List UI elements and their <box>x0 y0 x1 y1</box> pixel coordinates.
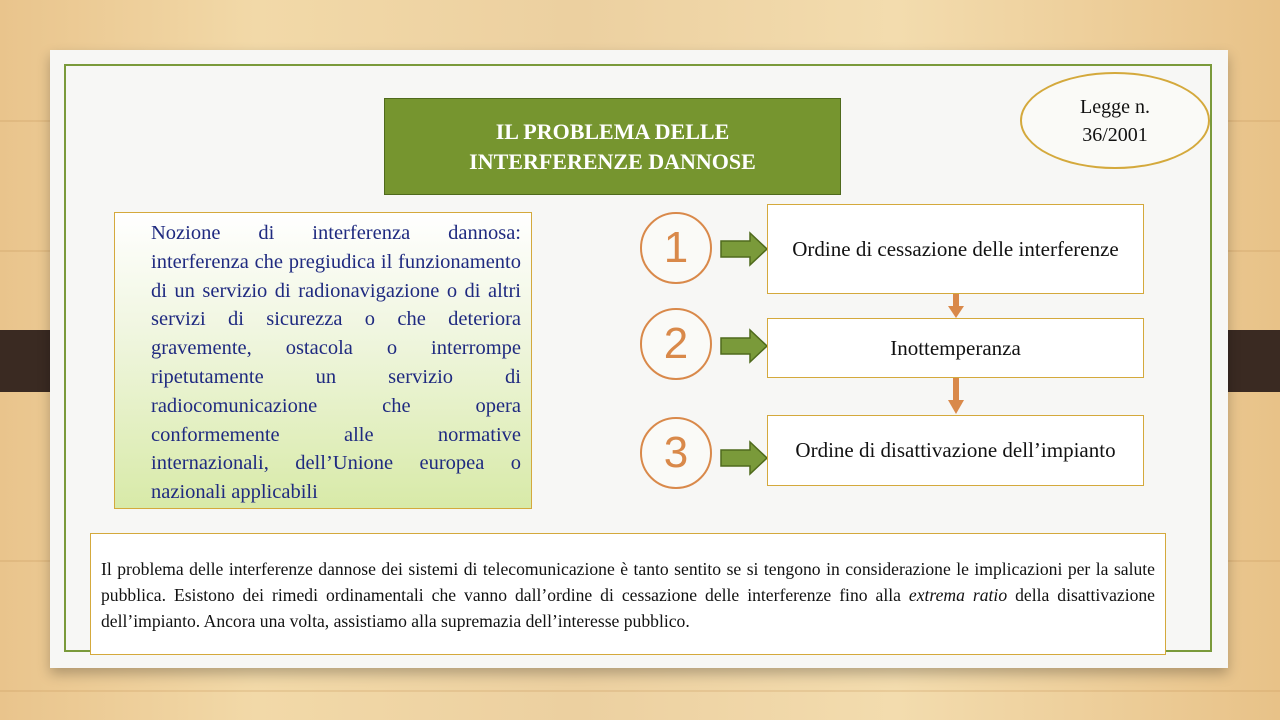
step-2-label: Inottemperanza <box>890 335 1021 360</box>
title-line-1: IL PROBLEMA DELLE <box>495 118 730 144</box>
definition-box <box>114 212 532 509</box>
summary-part-2: della disattivazione dell’impianto. Ancora una volta, assistiamo alla supremazia dell’interesse pubblico. <box>101 585 1155 631</box>
step-1-box <box>767 204 1144 294</box>
law-reference-oval <box>1020 72 1210 169</box>
step-2-number: 2 <box>663 319 689 368</box>
summary-part-1: Il problema delle interferenze dannose dei sistemi di telecomunicazione è tanto sentito se si tengono in considerazione le implicazioni per la salute pubblica. Esistono dei rimedi ordinamentali che vanno dall’ordine di cessazione delle interferenze fino alla <box>101 559 1155 605</box>
summary-text <box>101 556 1155 634</box>
step-3-label: Ordine di disattivazione dell’impianto <box>795 438 1116 462</box>
step-2-arrow-icon <box>720 328 768 364</box>
step-3-number: 3 <box>663 428 689 477</box>
down-arrow-icon-1 <box>948 294 964 318</box>
step-3-box <box>767 415 1144 486</box>
law-line-2: 36/2001 <box>1082 123 1148 146</box>
step-2-number-circle <box>640 308 712 380</box>
slide-card <box>50 50 1228 668</box>
summary-italic: extrema ratio <box>908 585 1008 605</box>
summary-box <box>90 533 1166 655</box>
step-3-arrow-icon <box>720 440 768 476</box>
definition-text: Nozione di interferenza dannosa: interferenza che pregiudica il funzionamento di un servizio di radionavigazione o di altri servizi di sicurezza o che deteriora gravemente, ostacola o interrompe ripetutamente un servizio di radiocomunicazione che opera conformemente alle normative internazionali, dell’Unione europea o nazionali applicabili <box>151 222 521 504</box>
step-2-box <box>767 318 1144 378</box>
step-1-number: 1 <box>663 223 689 272</box>
slide-title <box>384 98 841 195</box>
step-3-number-circle <box>640 417 712 489</box>
step-1-number-circle <box>640 212 712 284</box>
down-arrow-icon-2 <box>948 378 964 414</box>
law-line-1: Legge n. <box>1080 95 1150 118</box>
title-line-2: INTERFERENZE DANNOSE <box>469 148 756 174</box>
step-1-arrow-icon <box>720 231 768 267</box>
step-1-label: Ordine di cessazione delle interferenze <box>792 236 1119 261</box>
